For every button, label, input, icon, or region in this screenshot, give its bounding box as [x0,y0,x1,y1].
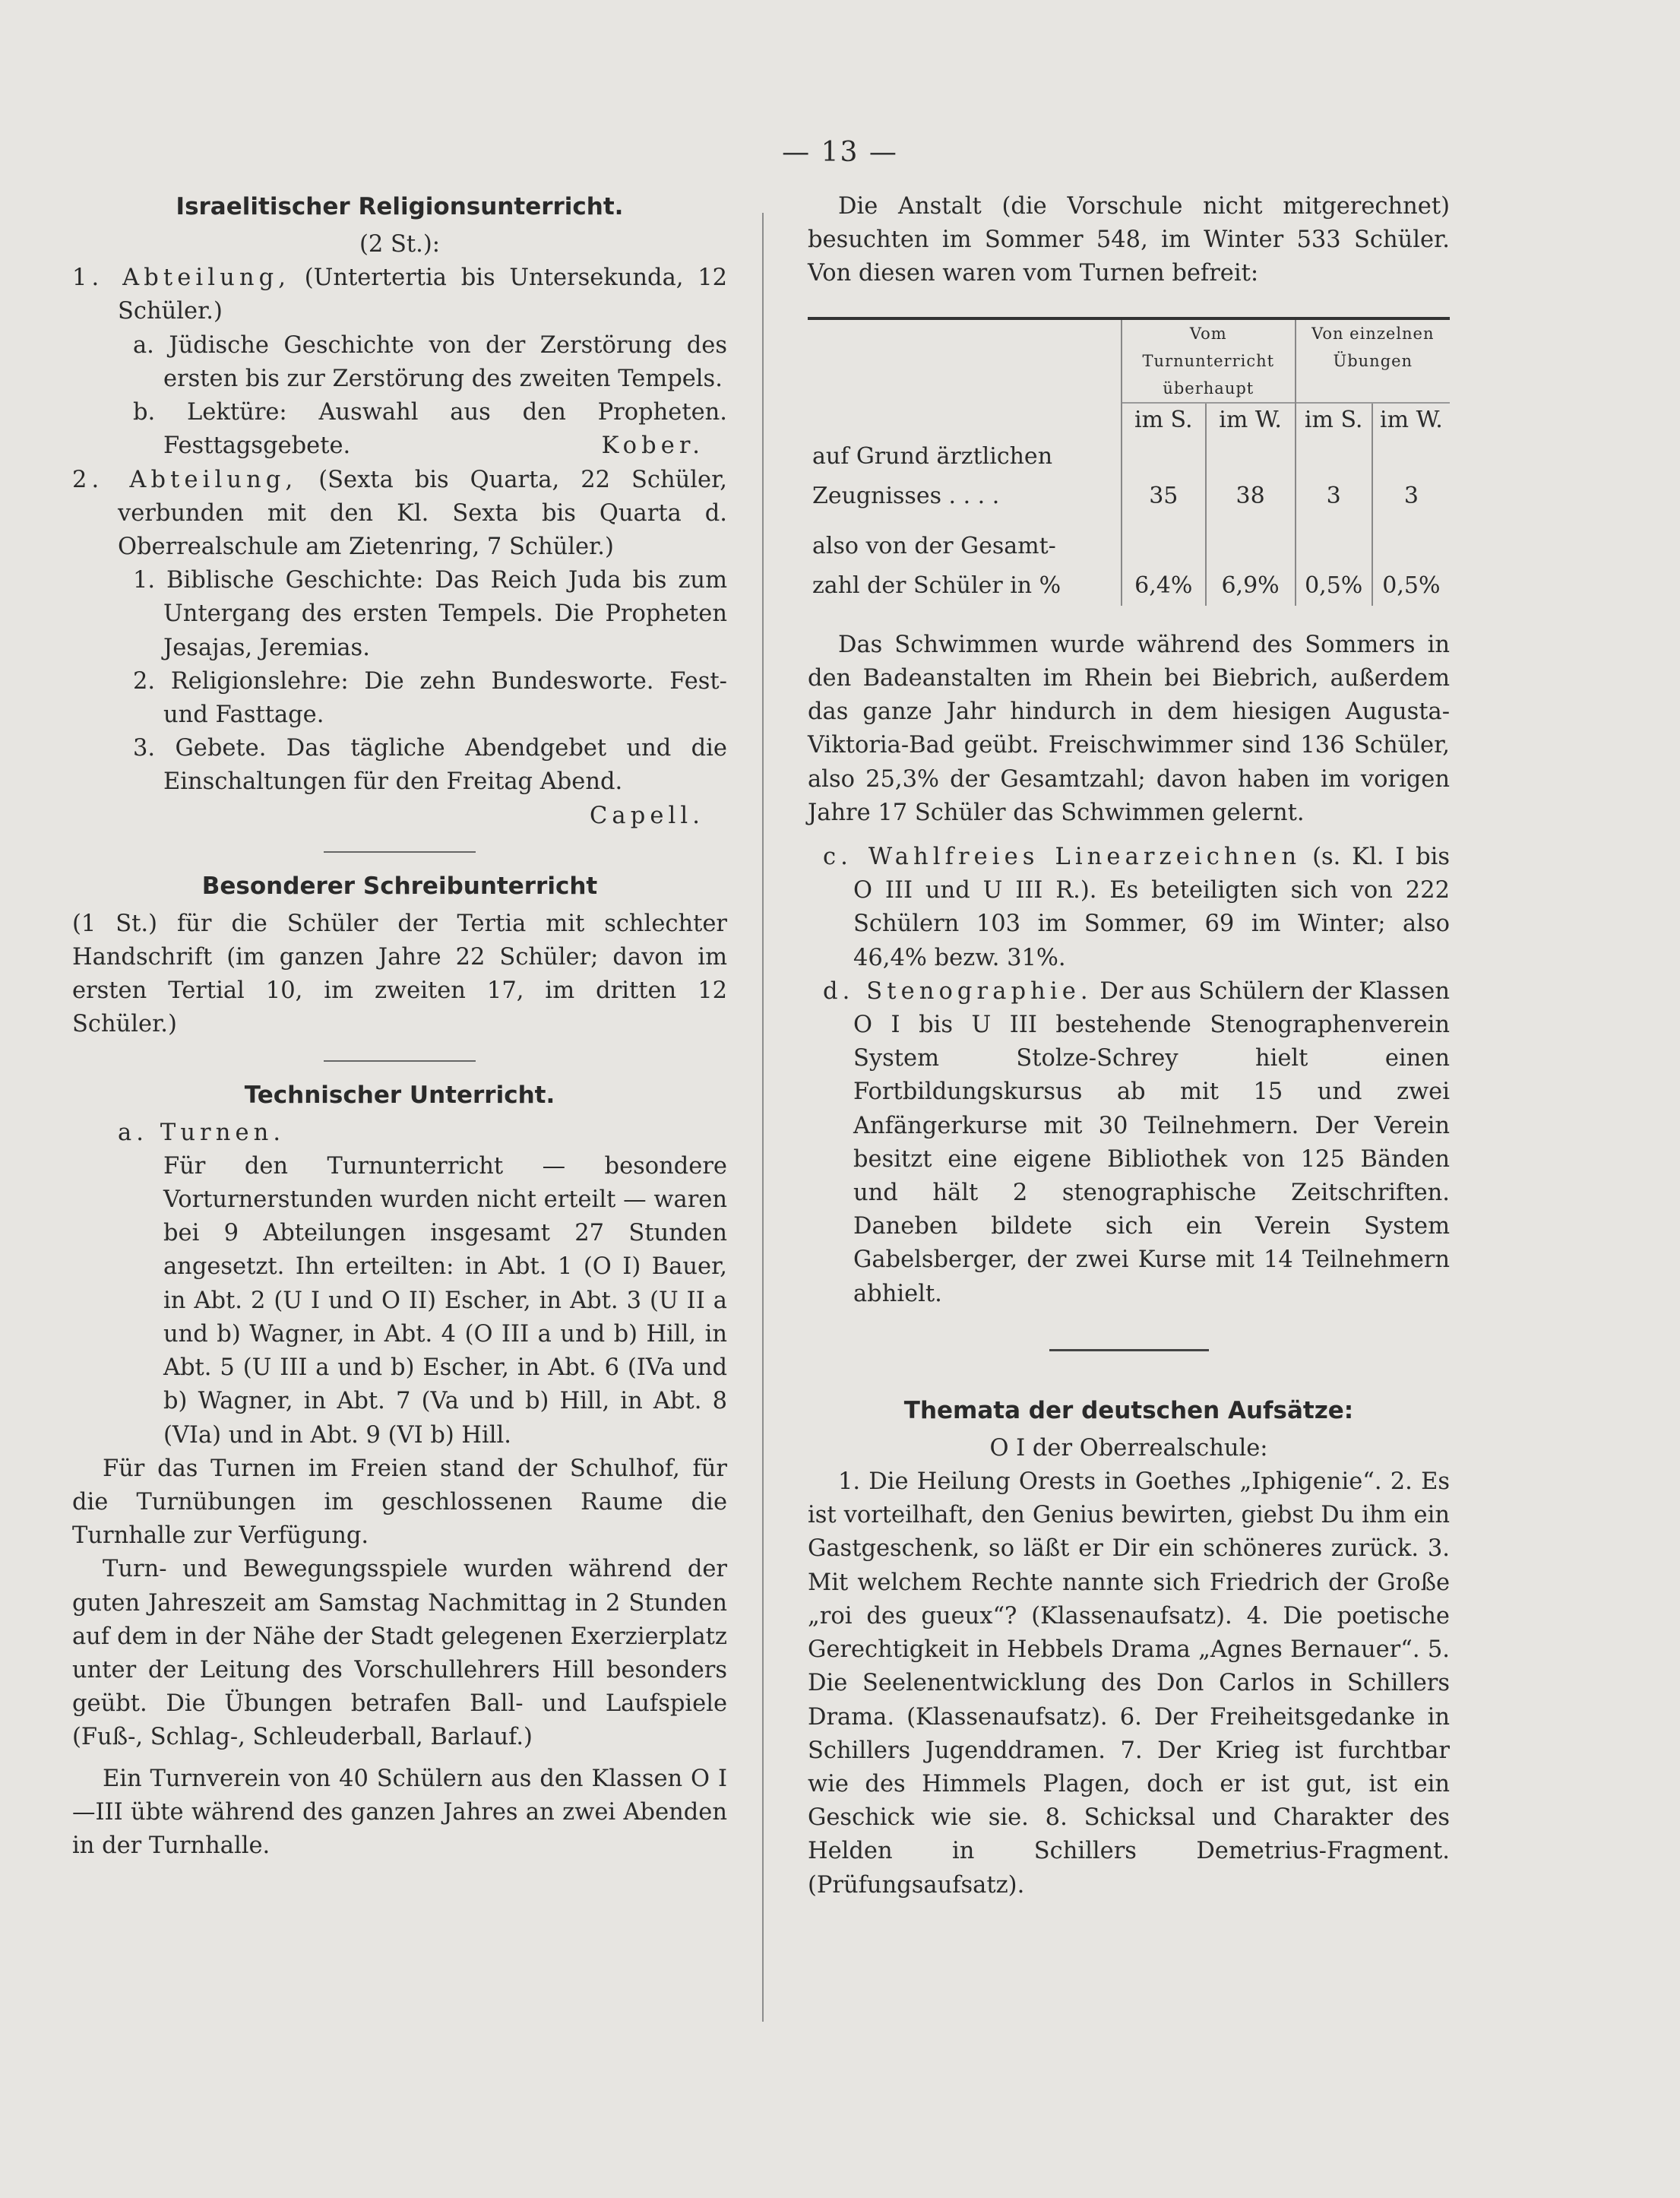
schwimm-text: Das Schwimmen wurde während des Sommers in den Badeanstalten im Rhein bei Biebrich, außerdem das ganze Jahr hindurch in dem hiesigen Augusta-Viktoria-Bad geübt. Freischwimmer sind 136 Schüler, also 25,3% der Gesamtzahl; davon haben im vorigen Jahre 17 Schüler das Schwimmen gelernt. [808,631,1450,826]
abteilung-1-b: b. Lektüre: Auswahl aus den Propheten. Festtagsgebete. [133,399,727,460]
abteilung-2-label: 2. Abteilung, [72,466,298,493]
table-cell: 3 [1372,437,1450,516]
table-cell: 0,5% [1372,516,1450,606]
intro-text: Die Anstalt (die Vorschule nicht mitgerechnet) besuchten im Sommer 548, im Winter 533 Schüler. Von diesen waren vom Turnen befreit: [808,193,1450,287]
sub-head: im W. [1372,403,1450,437]
linearzeichnen-text: (s. Kl. I bis O III und U III R.). Es beteiligten sich von 222 Schülern 103 im Sommer, 69 im Winter; also 46,4% bezw. 31%. [853,844,1450,971]
table-cell: 35 [1122,437,1206,516]
row1-label-a: auf Grund ärztlichen [812,442,1053,470]
row2-label-b: zahl der Schüler in % [812,572,1061,599]
linearzeichnen-label: c. Wahlfreies Linearzeichnen [823,844,1302,871]
abteilung-2-item-1: 1. Biblische Geschichte: Das Reich Juda bis zum Untergang des ersten Tempels. Die Propheten Jesajas, Jeremias. [133,567,727,661]
table-cell: 0,5% [1296,516,1372,606]
stenographie-label: d. Stenographie. [823,977,1093,1005]
sub-head: im S. [1122,403,1206,437]
stenographie-text: Der aus Schülern der Klassen O I bis U III bestehende Stenographenverein System Stolze-Schrey hielt einen Fortbildungskursus ab mit 15 und zwei Anfängerkurse mit 30 Teilnehmern. Der Verein besitzt eine eigene Bibliothek von 125 Bänden und hält 2 stenographische Zeitschriften. Daneben bildete sich ein Verein System Gabelsberger, der zwei Kurse mit 14 Teilnehmern abhielt. [853,977,1450,1307]
table-cell: 6,9% [1206,516,1296,606]
row2-label-a: also von der Gesamt- [812,532,1056,559]
abteilung-2-item-3: 3. Gebete. Das tägliche Abendgebet und die Einschaltungen für den Freitag Abend. [133,735,727,796]
left-column [72,190,727,1863]
isr-title: Israelitischer Religionsunterricht. [176,193,624,220]
isr-hours: (2 St.): [359,231,441,258]
abteilung-1 [72,261,727,328]
themata-text: 1. Die Heilung Orests in Goethes „Iphigenie“. 2. Es ist vorteilhaft, den Genius bewirten, giebst Du ihm ein Gastgeschenk, so läßt er Dir ein schöneres zurück. 3. Mit welchem Rechte nannte sich Friedrich der Große „roi des gueux“? (Klassenaufsatz). 4. Die poetische Gerechtigkeit in Hebbels Drama „Agnes Bernauer“. 5. Die Seelenentwicklung des Don Carlos in Schillers Drama. (Klassenaufsatz). 6. Der Freiheitsgedanke in Schillers Jugenddramen. 7. Der Krieg ist furchtbar wie des Himmels Plagen, doch er ist gut, ist ein Geschick wie sie. 8. Schicksal und Charakter des Helden in Schillers Demetrius-Fragment. (Prüfungsaufsatz). [808,1468,1450,1899]
turnen-label: a. Turnen. [118,1119,286,1146]
themata-sub: O I der Oberrealschule: [989,1434,1268,1462]
page-number: — 13 — [782,137,898,168]
table-cell: 6,4% [1122,516,1206,606]
column-divider [762,213,764,2022]
stenographie [808,975,1450,1311]
schreib-title: Besonderer Schreibunterricht [201,872,598,900]
separator [1049,1349,1209,1351]
spiele-text: Turn- und Bewegungsspiele wurden während der guten Jahreszeit am Samstag Nachmittag in 2 Stunden auf dem in der Nähe der Stadt gelegenen Exerzierplatz unter der Leitung des Vorschullehrers Hill besonders geübt. Die Übungen betrafen Ball- und Laufspiele (Fuß-, Schlag-, Schleuderball, Barlauf.) [72,1556,727,1751]
separator [324,851,476,853]
abteilung-1-a: a. Jüdische Geschichte von der Zerstörung des ersten bis zur Zerstörung des zweiten Tempels. [133,331,727,392]
table-corner [808,318,1122,403]
row1-label [808,437,1122,516]
separator [324,1060,476,1062]
verein-text: Ein Turnverein von 40 Schülern aus den Klassen O I—III übte während des ganzen Jahres an zwei Abenden in der Turnhalle. [72,1765,727,1859]
row1-label-b: Zeugnisses . . . . [812,482,1000,509]
teacher-capell: Capell. [590,802,704,829]
abteilung-2-text: (Sexta bis Quarta, 22 Schüler, verbunden mit den Kl. Sexta bis Quarta d. Oberrealschule am Zietenring, 7 Schüler.) [118,466,727,561]
table-head-single: Von einzelnen Übungen [1296,318,1450,403]
tech-title: Technischer Unterricht. [244,1081,555,1109]
exemption-table [808,317,1450,606]
row2-label [808,516,1122,606]
sub-head: im W. [1206,403,1296,437]
turnen-text: Für den Turnunterricht — besondere Vorturnerstunden wurden nicht erteilt — waren bei 9 Abteilungen insgesamt 27 Stunden angesetzt. Ihn erteilten: in Abt. 1 (O I) Bauer, in Abt. 2 (U I und O II) Escher, in Abt. 3 (U II a und b) Wagner, in Abt. 4 (O III a und b) Hill, in Abt. 5 (U III a und b) Escher, in Abt. 6 (IVa und b) Wagner, in Abt. 7 (Va und b) Hill, in Abt. 8 (VIa) und in Abt. 9 (VI b) Hill. [163,1152,727,1449]
table-cell: 38 [1206,437,1296,516]
right-column [808,190,1450,1902]
table-head-overall: Vom Turnunterricht überhaupt [1122,318,1296,403]
sub-head: im S. [1296,403,1372,437]
abteilung-1-label: 1. Abteilung, [72,264,291,292]
teacher-kober: Kober. [601,432,704,460]
themata-title: Themata der deutschen Aufsätze: [903,1396,1354,1424]
abteilung-2 [72,464,727,565]
linearzeichnen [808,841,1450,975]
abteilung-2-item-2: 2. Religionslehre: Die zehn Bundesworte. Fest- und Fasttage. [133,667,727,729]
abteilung-1-text: (Untertertia bis Untersekunda, 12 Schüler.) [118,264,728,325]
frei-text: Für das Turnen im Freien stand der Schulhof, für die Turnübungen im geschlossenen Raume die Turnhalle zur Verfügung. [72,1455,727,1550]
table-cell: 3 [1296,437,1372,516]
schreib-text: (1 St.) für die Schüler der Tertia mit schlechter Handschrift (im ganzen Jahre 22 Schüler; davon im ersten Tertial 10, im zweiten 17, im dritten 12 Schüler.) [72,910,727,1038]
